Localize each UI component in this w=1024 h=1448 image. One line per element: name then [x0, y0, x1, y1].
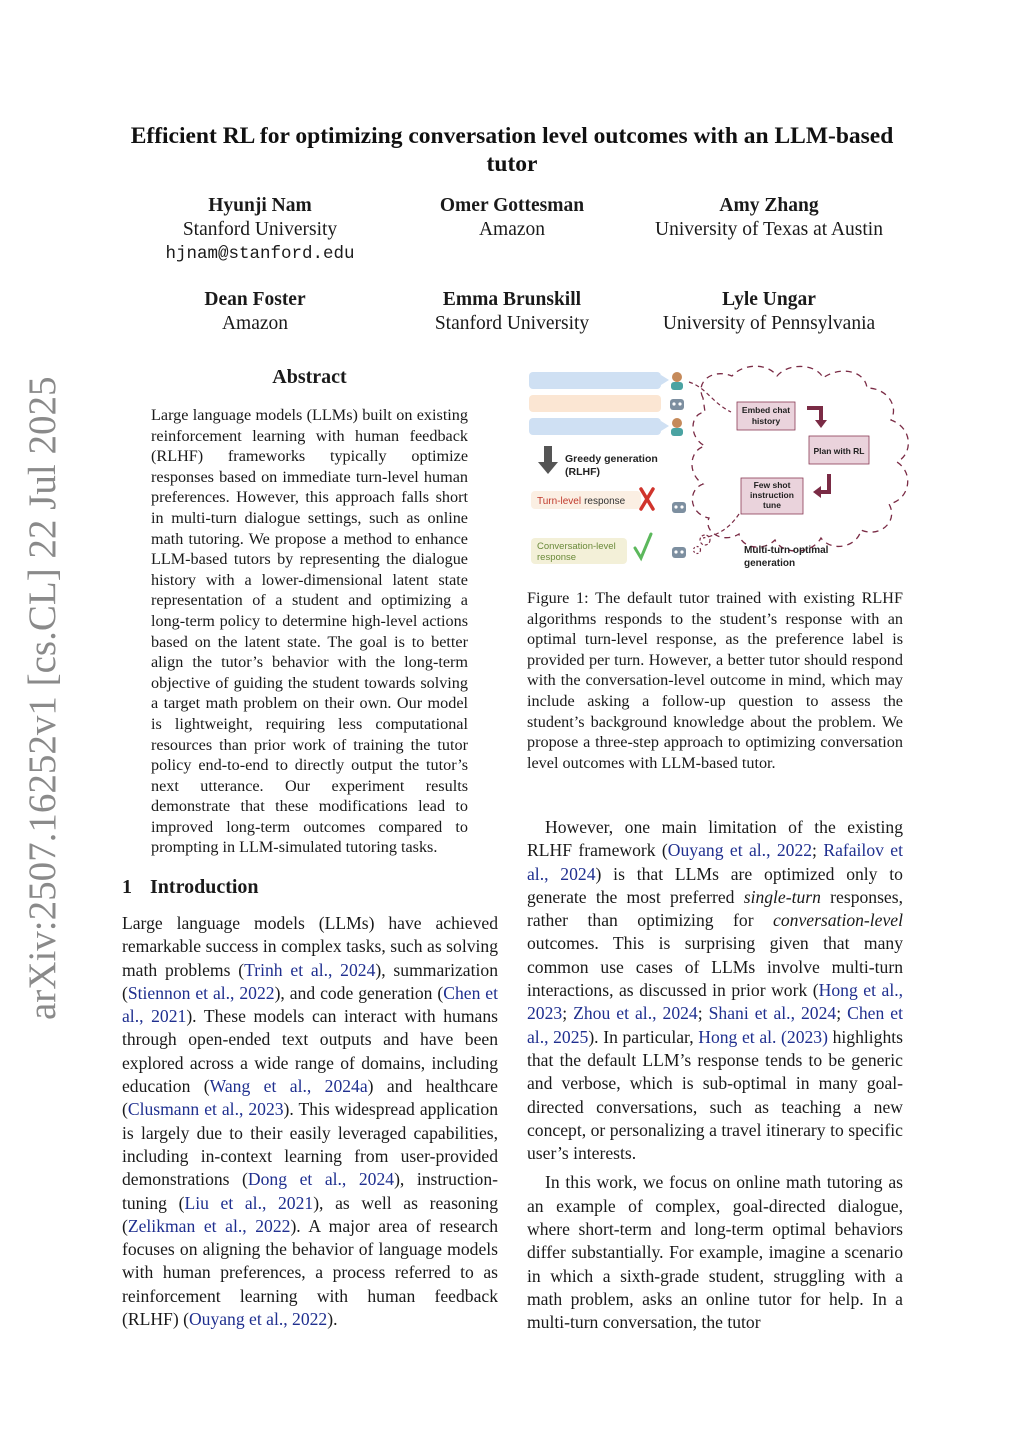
citation-link[interactable]: Trinh et al., 2024 [244, 959, 376, 980]
citation-link[interactable]: Ouyang et al., 2022 [188, 1309, 328, 1330]
greedy-label: Greedy generation [565, 453, 658, 465]
author-name: Emma Brunskill [442, 289, 582, 310]
text-run: ), as well as reasoning ( [122, 1192, 498, 1236]
section-number: 1 [122, 876, 132, 898]
author-block [372, 288, 652, 336]
citation-link[interactable]: Shani et al., 2024 [708, 1003, 837, 1024]
conversation-level-label-2: response [537, 552, 577, 563]
arxiv-id: arXiv:2507.16252v1 [cs.CL] 22 Jul 2025 [21, 376, 64, 1020]
author-block [115, 288, 395, 336]
author-name: Dean Foster [204, 289, 306, 310]
text-run: Large language models (LLMs) have achieved remarkable success in complex tasks, such as solving math problems ( [122, 913, 498, 980]
intro-paragraph [122, 912, 498, 1331]
text-run: ). This widespread application is largely due to their easily leveraged capabilities, including in-context learning from user-provided demonstrations ( [122, 1099, 498, 1190]
right-column [527, 816, 903, 1335]
citation-link[interactable]: Stiennon et al., 2022 [127, 982, 275, 1003]
greedy-label-2: (RLHF) [565, 466, 600, 478]
section-heading [122, 876, 259, 899]
student-icon [671, 372, 683, 390]
text-run: highlights that the default LLM’s response tends to be generic and verbose, which is sub-optimal in many goal-directed conversations, such as teaching a new concept, or personalizing a travel itinerary to specific user’s interests. [527, 1026, 903, 1164]
citation-link[interactable]: Hong et al. (2023) [698, 1026, 828, 1047]
author-name: Omer Gottesman [439, 195, 585, 216]
author-affiliation: University of Pennsylvania [662, 313, 876, 334]
citation-link[interactable]: Ouyang et al., 2022 [667, 840, 813, 861]
text-run: ), instruction-tuning ( [122, 1169, 498, 1213]
arrow-down-left-icon [813, 474, 829, 498]
text-run: ). A major area of research focuses on aligning the behavior of language models with human preferences, a process referred to as reinforcement learning with human feedback (RLHF) ( [122, 1215, 498, 1330]
citation-link[interactable]: Chen et al., 2025 [527, 1003, 903, 1047]
author-block [629, 194, 909, 242]
conversation-level-label: Conversation-level [537, 541, 616, 552]
citation-link[interactable]: Hong et al., 2023 [527, 980, 904, 1024]
citation-link[interactable]: Zelikman et al., 2022 [127, 1215, 291, 1236]
author-block [372, 194, 652, 242]
bubble-tail [661, 421, 669, 431]
text-run: ; [562, 1003, 574, 1024]
text-run: ; [836, 1003, 848, 1024]
chat-bubble-tutor [529, 395, 661, 412]
text-run: ). [327, 1309, 338, 1330]
author-name: Hyunji Nam [208, 195, 312, 216]
author-affiliation: Amazon [478, 219, 546, 240]
author-affiliation: Stanford University [182, 219, 338, 240]
citation-link[interactable]: Liu et al., 2021 [184, 1192, 314, 1213]
author-name: Amy Zhang [719, 195, 819, 216]
author-block [120, 194, 400, 266]
author-name: Lyle Ungar [722, 289, 816, 310]
robot-icon [672, 547, 686, 558]
thought-cloud [692, 366, 908, 551]
text-run: However, one main limitation of the existing RLHF framework ( [527, 817, 903, 861]
section-title: Introduction [150, 876, 259, 898]
paragraph [527, 816, 903, 1165]
fewshot-label: Few shot [753, 480, 791, 490]
turn-level-label: Turn-level response [537, 496, 626, 507]
chat-bubble-student [529, 418, 661, 435]
fewshot-label-3: tune [763, 500, 781, 510]
bubble-tail [661, 375, 669, 385]
down-arrow-icon [538, 446, 558, 474]
arrow-right-down-icon [807, 408, 827, 428]
figure-1 [527, 362, 919, 576]
embed-label-2: history [751, 416, 781, 426]
abstract-text: Large language models (LLMs) built on existing reinforcement learning with human feedback (RLHF) frameworks typically optimize responses based on immediate turn-level human preferences. However, this approach falls short in multi-turn dialogue settings, such as online math tutoring. We propose a method to enhance LLM-based tutors by representing the dialogue history with a lower-dimensional latent state representation of a student and optimizing a long-term policy to determine high-level actions based on the latent state. The goal is to better align the tutor’s behavior with the long-term objective of guiding the student towards solving a target math problem on their own. Our model is lightweight, requiring less computational resources than prior work of training the tutor policy end-to-end to directly output the tutor’s next utterance. Our experiment results demonstrate that these modifications lead to improved long-term outcomes compared to prompting in LLM-simulated tutoring tasks. [151, 406, 468, 857]
paper-title: Efficient RL for optimizing conversation level outcomes with an LLM-based tutor [130, 123, 894, 177]
citation-link[interactable]: Zhou et al., 2024 [573, 1003, 698, 1024]
checkmark-icon [635, 534, 651, 558]
multi-turn-label: Multi-turn optimal [744, 545, 829, 556]
author-block [629, 288, 909, 336]
figure-caption: Figure 1: The default tutor trained with existing RLHF algorithms responds to the student’s response with an optimal turn-level response, as the preference label is provided per turn. However, a better tutor should respond with the conversation-level outcome in mind, which may include asking a follow-up question to assess the student’s background knowledge about the problem. We propose a three-step approach to optimizing conversation level outcomes with LLM-based tutor. [527, 589, 903, 772]
citation-link[interactable]: Wang et al., 2024a [209, 1076, 368, 1097]
paragraph: In this work, we focus on online math tutoring as an example of complex, goal-directed dialogue, where short-term and long-term optimal behaviors differ substantially. For example, imagine a scenario in which a sixth-grade student, struggling with a math problem, asks an online tutor for help. In a multi-turn conversation, the tutor [527, 1172, 903, 1333]
author-affiliation: Stanford University [434, 313, 590, 334]
citation-link[interactable]: Chen et al., 2021 [122, 982, 498, 1027]
text-run: ), and code generation ( [274, 982, 444, 1003]
plan-label: Plan with RL [813, 446, 865, 456]
text-run: ; [812, 840, 824, 861]
text-run: ) and healthcare ( [122, 1076, 498, 1120]
abstract-heading: Abstract [272, 366, 347, 388]
text-run: ; [697, 1003, 709, 1024]
flow-arrow [689, 382, 731, 412]
robot-icon [672, 502, 686, 513]
author-email: hjnam@stanford.edu [165, 244, 355, 264]
text-run: ). In particular, [588, 1026, 699, 1047]
chat-bubble-student [529, 372, 661, 389]
citation-link[interactable]: Clusmann et al., 2023 [127, 1099, 284, 1120]
student-icon [671, 418, 683, 436]
cross-icon [641, 489, 653, 509]
author-affiliation: University of Texas at Austin [655, 219, 883, 240]
text-run: ), summarization ( [122, 959, 498, 1003]
multi-turn-label-2: generation [744, 558, 796, 569]
embed-label: Embed chat [741, 405, 791, 415]
citation-link[interactable]: Rafailov et al., 2024 [527, 840, 903, 884]
text-run: ). These models can interact with humans through open-ended text outputs and have been explored across a wide range of domains, including education ( [122, 1006, 498, 1097]
fewshot-label-2: instruction [750, 490, 794, 500]
emphasis: conversation-level [773, 910, 903, 931]
text-run: responses, rather than optimizing for [527, 886, 903, 931]
emphasis: single-turn [743, 886, 821, 907]
author-affiliation: Amazon [221, 313, 289, 334]
citation-link[interactable]: Dong et al., 2024 [247, 1169, 395, 1190]
text-run: outcomes. This is surprising given that many common use cases of LLMs involve multi-turn interactions, as discussed in prior work ( [527, 933, 903, 1001]
thought-dot [694, 547, 701, 554]
arxiv-stamp [20, 376, 70, 1020]
text-run: ) is that LLMs are optimized only to generate the most preferred [527, 863, 903, 907]
robot-icon [670, 399, 684, 410]
